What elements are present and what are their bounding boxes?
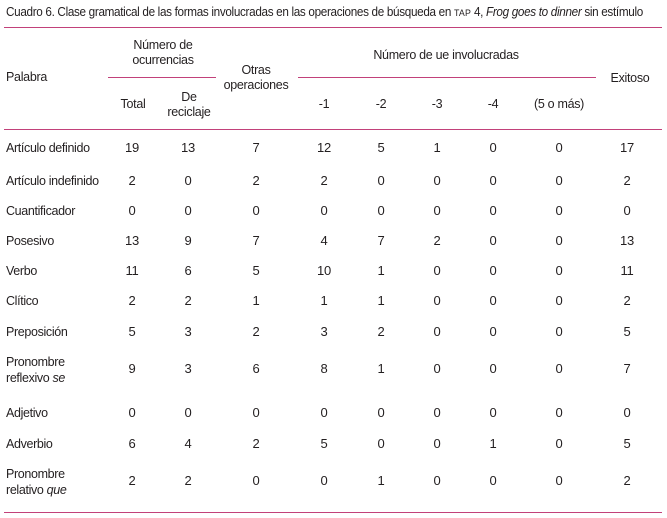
table-cell: 0 [489, 173, 497, 188]
row-label: Clítico [6, 294, 39, 308]
table-cell: 0 [555, 405, 563, 420]
table-cell: 0 [252, 405, 260, 420]
header-ocurrencias [108, 38, 218, 68]
table-cell: 17 [619, 140, 635, 155]
table-cell: 0 [184, 173, 192, 188]
table-cell: 2 [252, 173, 260, 188]
table-cell: 3 [320, 324, 328, 339]
table-cell: 0 [128, 203, 136, 218]
table-cell: 0 [555, 233, 563, 248]
row-label-line1: Pronombre [6, 467, 65, 481]
table-cell: 6 [128, 436, 136, 451]
table-cell: 0 [555, 173, 563, 188]
table-cell: 0 [555, 203, 563, 218]
row-label-line2 [6, 370, 65, 386]
table-cell: 1 [433, 140, 441, 155]
table-cell: 19 [124, 140, 140, 155]
table-cell: 0 [128, 405, 136, 420]
table-cell: 5 [252, 263, 260, 278]
table-cell: 2 [377, 324, 385, 339]
table-cell: 0 [555, 436, 563, 451]
table-cell: 0 [555, 293, 563, 308]
table-cell: 0 [252, 203, 260, 218]
header-minus4: -4 [487, 97, 499, 111]
header-bottom-rule [4, 129, 662, 130]
header-reciclaje-line2: reciclaje [167, 105, 211, 119]
table-cell: 0 [433, 405, 441, 420]
table-cell: 0 [489, 405, 497, 420]
table-cell: 7 [252, 140, 260, 155]
table-cell: 0 [433, 473, 441, 488]
table-cell: 9 [128, 361, 136, 376]
header-minus3: -3 [431, 97, 443, 111]
row-label-line1: Pronombre [6, 355, 65, 369]
table-cell: 0 [555, 324, 563, 339]
table-cell: 0 [489, 203, 497, 218]
table-cell: 12 [316, 140, 332, 155]
table-cell: 9 [184, 233, 192, 248]
header-minus2: -2 [375, 97, 387, 111]
top-rule [4, 27, 662, 28]
row-label-line2-italic: se [52, 371, 66, 385]
ocurrencias-subrule [108, 77, 216, 78]
table-cell: 6 [184, 263, 192, 278]
row-label-line2-text: relativo [6, 483, 47, 497]
row-label: Adjetivo [6, 406, 48, 420]
table-cell: 0 [489, 140, 497, 155]
table-cell: 0 [489, 361, 497, 376]
table-cell: 0 [489, 293, 497, 308]
table-cell: 0 [433, 203, 441, 218]
table-cell: 0 [320, 203, 328, 218]
table-cell: 10 [316, 263, 332, 278]
table-cell: 13 [180, 140, 196, 155]
table-cell: 0 [377, 436, 385, 451]
table-cell: 1 [377, 263, 385, 278]
table-caption [6, 5, 643, 19]
row-label-line2-text: reflexivo [6, 371, 53, 385]
table-cell: 2 [433, 233, 441, 248]
table-cell: 7 [623, 361, 631, 376]
header-ocurrencias-line2: ocurrencias [132, 53, 194, 67]
header-ue: Número de ue involucradas [373, 48, 519, 62]
table-cell: 2 [184, 473, 192, 488]
table-cell: 1 [377, 293, 385, 308]
table-cell: 6 [252, 361, 260, 376]
table-cell: 2 [623, 293, 631, 308]
row-label [6, 466, 66, 498]
header-otras-line2: operaciones [223, 78, 289, 92]
table-cell: 2 [252, 436, 260, 451]
row-label: Artículo indefinido [6, 174, 99, 188]
header-otras-line1: Otras [241, 63, 271, 77]
table-cell: 2 [623, 473, 631, 488]
table-cell: 0 [489, 233, 497, 248]
caption-suffix: sin estímulo [581, 5, 643, 19]
row-label: Artículo definido [6, 141, 90, 155]
table-cell: 0 [433, 293, 441, 308]
row-label: Preposición [6, 325, 68, 339]
table-cell: 0 [489, 324, 497, 339]
caption-tap: TAP [453, 8, 472, 19]
table-cell: 1 [252, 293, 260, 308]
table-cell: 0 [555, 263, 563, 278]
table-cell: 0 [433, 263, 441, 278]
table-cell: 2 [623, 173, 631, 188]
table-cell: 2 [128, 293, 136, 308]
row-label: Cuantificador [6, 204, 76, 218]
table-cell: 8 [320, 361, 328, 376]
table-cell: 0 [433, 361, 441, 376]
row-label: Adverbio [6, 437, 53, 451]
caption-title: Frog goes to dinner [486, 5, 582, 19]
table-cell: 7 [377, 233, 385, 248]
table-cell: 11 [125, 263, 139, 278]
table-cell: 0 [623, 203, 631, 218]
table-cell: 2 [128, 173, 136, 188]
row-label: Posesivo [6, 234, 54, 248]
table-cell: 2 [320, 173, 328, 188]
header-reciclaje [162, 90, 216, 120]
table-cell: 3 [184, 324, 192, 339]
table-cell: 5 [623, 324, 631, 339]
table-cell: 11 [620, 263, 634, 278]
table-cell: 0 [623, 405, 631, 420]
header-exitoso: Exitoso [610, 71, 650, 85]
table-cell: 1 [377, 473, 385, 488]
table-cell: 7 [252, 233, 260, 248]
header-ocurrencias-line1: Número de [133, 38, 193, 52]
table-cell: 0 [489, 473, 497, 488]
table-cell: 0 [555, 361, 563, 376]
table-cell: 4 [320, 233, 328, 248]
table-cell: 2 [252, 324, 260, 339]
table-cell: 0 [433, 436, 441, 451]
table-cell: 1 [377, 361, 385, 376]
table-cell: 0 [252, 473, 260, 488]
table-cell: 2 [128, 473, 136, 488]
ue-subrule [298, 77, 596, 78]
table-cell: 0 [184, 405, 192, 420]
table-cell: 1 [489, 436, 497, 451]
table-cell: 13 [619, 233, 635, 248]
table-cell: 0 [377, 405, 385, 420]
table-cell: 4 [184, 436, 192, 451]
caption-middle: 4, [471, 5, 487, 19]
header-minus1: -1 [318, 97, 330, 111]
header-otras [220, 63, 292, 93]
header-reciclaje-line1: De [181, 90, 197, 104]
caption-prefix: Cuadro 6. Clase gramatical de las formas involucradas en las operaciones de búsqueda en [6, 5, 454, 19]
table-cell: 0 [433, 324, 441, 339]
table-cell: 5 [128, 324, 136, 339]
table-cell: 0 [489, 263, 497, 278]
table-cell: 3 [184, 361, 192, 376]
row-label: Verbo [6, 264, 37, 278]
table-cell: 13 [124, 233, 140, 248]
table-cell: 0 [433, 173, 441, 188]
table-cell: 1 [320, 293, 328, 308]
table-cell: 5 [623, 436, 631, 451]
table-cell: 0 [555, 473, 563, 488]
header-minus5: (5 o más) [533, 97, 585, 111]
row-label-line2-italic: que [46, 483, 67, 497]
table-cell: 5 [377, 140, 385, 155]
header-total: Total [120, 97, 146, 111]
table-cell: 0 [377, 203, 385, 218]
table-cell: 5 [320, 436, 328, 451]
table-cell: 0 [320, 405, 328, 420]
table-cell: 0 [320, 473, 328, 488]
table-cell: 0 [555, 140, 563, 155]
table-cell: 0 [377, 173, 385, 188]
table-cell: 0 [184, 203, 192, 218]
header-palabra: Palabra [6, 70, 47, 84]
bottom-rule [4, 512, 662, 513]
table-cell: 2 [184, 293, 192, 308]
row-label [6, 354, 65, 386]
row-label-line2 [6, 482, 66, 498]
